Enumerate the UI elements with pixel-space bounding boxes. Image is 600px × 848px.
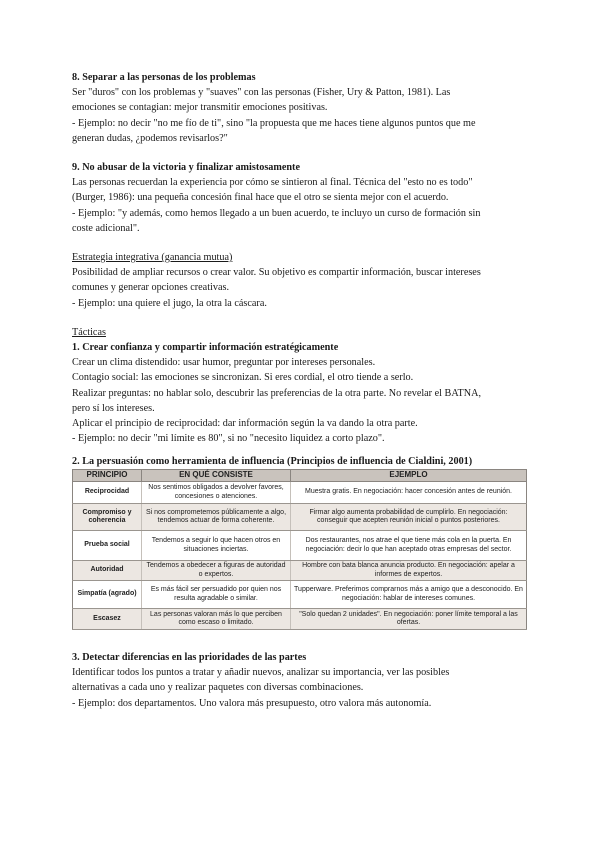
example-cell: Tupperware. Preferimos comprarnos más a amigo que a desconocido. En negociación: hablar de intereses comunes. <box>291 581 527 609</box>
tactics-label: Tácticas <box>72 326 106 338</box>
paragraph-line: - Ejemplo: "y además, como hemos llegado a un buen acuerdo, te incluyo un curso de formación sin <box>72 207 481 219</box>
table-row <box>73 482 527 504</box>
paragraph-line: Realizar preguntas: no hablar solo, descubrir las preferencias de la otra parte. No revelar el BATNA, <box>72 387 482 399</box>
example-cell: Firmar algo aumenta probabilidad de cumplirlo. En negociación: conseguir que acepten reunión inicial o puntos posteriores. <box>291 504 527 531</box>
paragraph-line: generan dudas, ¿podemos revisarlos?" <box>72 132 228 144</box>
paragraph-line: Las personas recuerdan la experiencia por cómo se sintieron al final. Técnica del "esto no es todo" <box>72 177 473 189</box>
principle-cell: Prueba social <box>73 531 142 561</box>
paragraph-line: - Ejemplo: no decir "no me fío de ti", sino "la propuesta que me haces tiene algunos puntos que me <box>72 117 476 129</box>
consists-cell: Es más fácil ser persuadido por quien nos resulta agradable o similar. <box>142 581 291 609</box>
cialdini-table <box>72 469 527 630</box>
spacer <box>72 236 532 250</box>
paragraph-line: Aplicar el principio de reciprocidad: dar información según la va dando la otra parte. <box>72 418 418 430</box>
paragraph-line: Crear un clima distendido: usar humor, preguntar por intereses personales. <box>72 357 376 369</box>
spacer <box>72 311 532 325</box>
paragraph-line: coste adicional". <box>72 222 140 234</box>
paragraph-line: (Burger, 1986): una pequeña concesión final hace que el otro se sienta mejor con el acuerdo. <box>72 192 449 204</box>
table-header-row <box>73 470 527 482</box>
document-body <box>72 70 532 470</box>
principle-cell: Compromiso y coherencia <box>73 504 142 531</box>
example-cell: Dos restaurantes, nos atrae el que tiene más cola en la puerta. En negociación: decir lo que han aceptado otras empresas del sector. <box>291 531 527 561</box>
consists-cell: Tendemos a seguir lo que hacen otros en situaciones inciertas. <box>142 531 291 561</box>
section-heading: 1. Crear confianza y compartir información estratégicamente <box>72 342 339 354</box>
consists-cell: Tendemos a obedecer a figuras de autoridad o expertos. <box>142 561 291 581</box>
example-cell: Hombre con bata blanca anuncia producto. En negociación: apelar a informes de expertos. <box>291 561 527 581</box>
principle-cell: Simpatía (agrado) <box>73 581 142 609</box>
table-row <box>73 504 527 531</box>
section-heading: 2. La persuasión como herramienta de influencia (Principios de influencia de Cialdini, 2001) <box>72 456 473 468</box>
column-header: PRINCIPIO <box>73 470 142 482</box>
example-cell: "Solo quedan 2 unidades". En negociación: poner límite temporal a las ofertas. <box>291 609 527 630</box>
document-body-lower <box>72 650 532 711</box>
paragraph-line: alternativas a cada uno y realizar paquetes con diversas combinaciones. <box>72 682 364 694</box>
paragraph-line: comunes y generar opciones creativas. <box>72 282 229 294</box>
paragraph-line: Identificar todos los puntos a tratar y añadir nuevos, analizar su importancia, ver las posibles <box>72 667 450 679</box>
consists-cell: Si nos comprometemos públicamente a algo, tendemos actuar de forma coherente. <box>142 504 291 531</box>
table-row <box>73 581 527 609</box>
paragraph-line: pero sí los intereses. <box>72 402 155 414</box>
column-header: EN QUÉ CONSISTE <box>142 470 291 482</box>
example-cell: Muestra gratis. En negociación: hacer concesión antes de reunión. <box>291 482 527 504</box>
paragraph-line: emociones se contagian: mejor transmitir emociones positivas. <box>72 102 328 114</box>
paragraph-line: Contagio social: las emociones se sincronizan. Si eres cordial, el otro tiende a serlo. <box>72 372 414 384</box>
subsection-heading: Estrategia integrativa (ganancia mutua) <box>72 252 233 264</box>
consists-cell: Nos sentimos obligados a devolver favores, concesiones o atenciones. <box>142 482 291 504</box>
table-row <box>73 531 527 561</box>
consists-cell: Las personas valoran más lo que perciben como escaso o limitado. <box>142 609 291 630</box>
principle-cell: Reciprocidad <box>73 482 142 504</box>
paragraph-line: - Ejemplo: dos departamentos. Uno valora más presupuesto, otro valora más autonomía. <box>72 697 432 709</box>
table-row <box>73 609 527 630</box>
section-heading: 9. No abusar de la victoria y finalizar amistosamente <box>72 162 300 174</box>
section-heading: 3. Detectar diferencias en las prioridades de las partes <box>72 652 307 663</box>
paragraph-line: - Ejemplo: una quiere el jugo, la otra la cáscara. <box>72 297 267 309</box>
paragraph-line: Ser "duros" con los problemas y "suaves" con las personas (Fisher, Ury & Patton, 1981). Las <box>72 87 451 99</box>
paragraph-line: - Ejemplo: no decir "mi límite es 80", si no "necesito liquidez a corto plazo". <box>72 433 385 445</box>
section-heading: 8. Separar a las personas de los problemas <box>72 72 256 83</box>
spacer <box>72 446 532 454</box>
spacer <box>72 146 532 160</box>
principle-cell: Autoridad <box>73 561 142 581</box>
principle-cell: Escasez <box>73 609 142 630</box>
table-row <box>73 561 527 581</box>
paragraph-line: Posibilidad de ampliar recursos o crear valor. Su objetivo es compartir información, buscar intereses <box>72 267 481 279</box>
column-header: EJEMPLO <box>291 470 527 482</box>
